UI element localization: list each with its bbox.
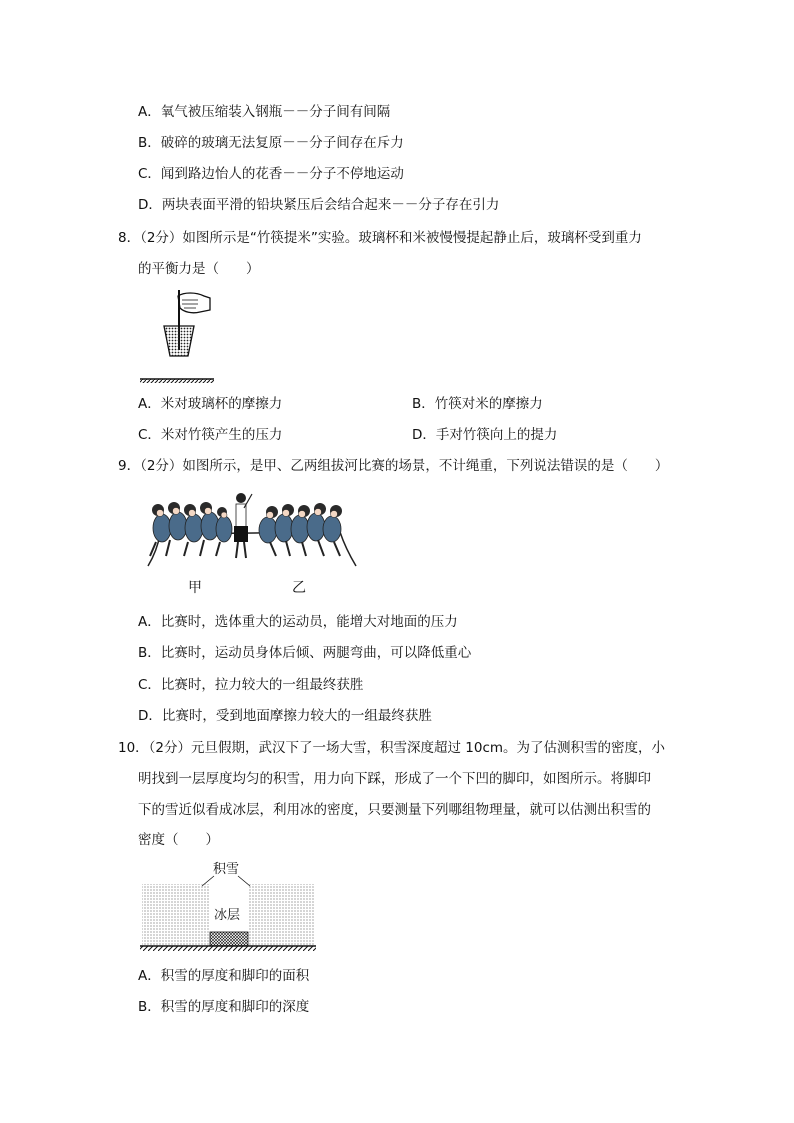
q10-stem-line2: 明找到一层厚度均匀的积雪，用力向下踩，形成了一个下凹的脚印，如图所示。将脚印 [138,771,651,787]
q7-option-c: C．闻到路边怡人的花香－－分子不停地运动 [138,166,404,182]
q10-option-a: A．积雪的厚度和脚印的面积 [138,968,310,984]
q9-option-c: C．比赛时，拉力较大的一组最终获胜 [138,677,364,693]
team-jia-label: 甲 [188,580,202,596]
snow-label: 积雪 [213,862,240,877]
chopstick-rice-figure [138,288,218,384]
q9-stem: 9．（2分）如图所示，是甲、乙两组拔河比赛的场景，不计绳重，下列说法错误的是（ ） [118,458,669,474]
q10-stem-line3: 下的雪近似看成冰层，利用冰的密度，只要测量下列哪组物理量，就可以估测出积雪的 [138,802,651,818]
q10-stem-line1: 10．（2分）元旦假期，武汉下了一场大雪，积雪深度超过 10cm。为了估测积雪的密度，小 [118,740,666,756]
q7-option-a: A．氧气被压缩装入钢瓶－－分子间有间隔 [138,104,391,120]
q9-option-d: D．比赛时，受到地面摩擦力较大的一组最终获胜 [138,708,432,724]
q10-stem-line4: 密度（ ） [138,832,219,848]
q7-option-b: B．破碎的玻璃无法复原－－分子间存在斥力 [138,135,404,151]
q8-option-b: B．竹筷对米的摩擦力 [412,396,543,412]
q8-option-d: D．手对竹筷向上的提力 [412,427,558,443]
ice-label: 冰层 [214,908,241,923]
q9-option-a: A．比赛时，选体重大的运动员，能增大对地面的压力 [138,614,458,630]
q8-option-a: A．米对玻璃杯的摩擦力 [138,396,283,412]
q7-option-d: D．两块表面平滑的铅块紧压后会结合起来－－分子存在引力 [138,197,500,213]
q8-stem-line2: 的平衡力是（ ） [138,261,260,277]
q9-option-b: B．比赛时，运动员身体后倾、两腿弯曲，可以降低重心 [138,645,472,661]
tug-of-war-figure [140,486,362,574]
q8-stem-line1: 8．（2分）如图所示是“竹筷提米”实验。玻璃杯和米被慢慢提起静止后，玻璃杯受到重力 [118,230,642,246]
q8-option-c: C．米对竹筷产生的压力 [138,427,283,443]
q10-option-b: B．积雪的厚度和脚印的深度 [138,999,310,1015]
team-yi-label: 乙 [292,580,306,596]
